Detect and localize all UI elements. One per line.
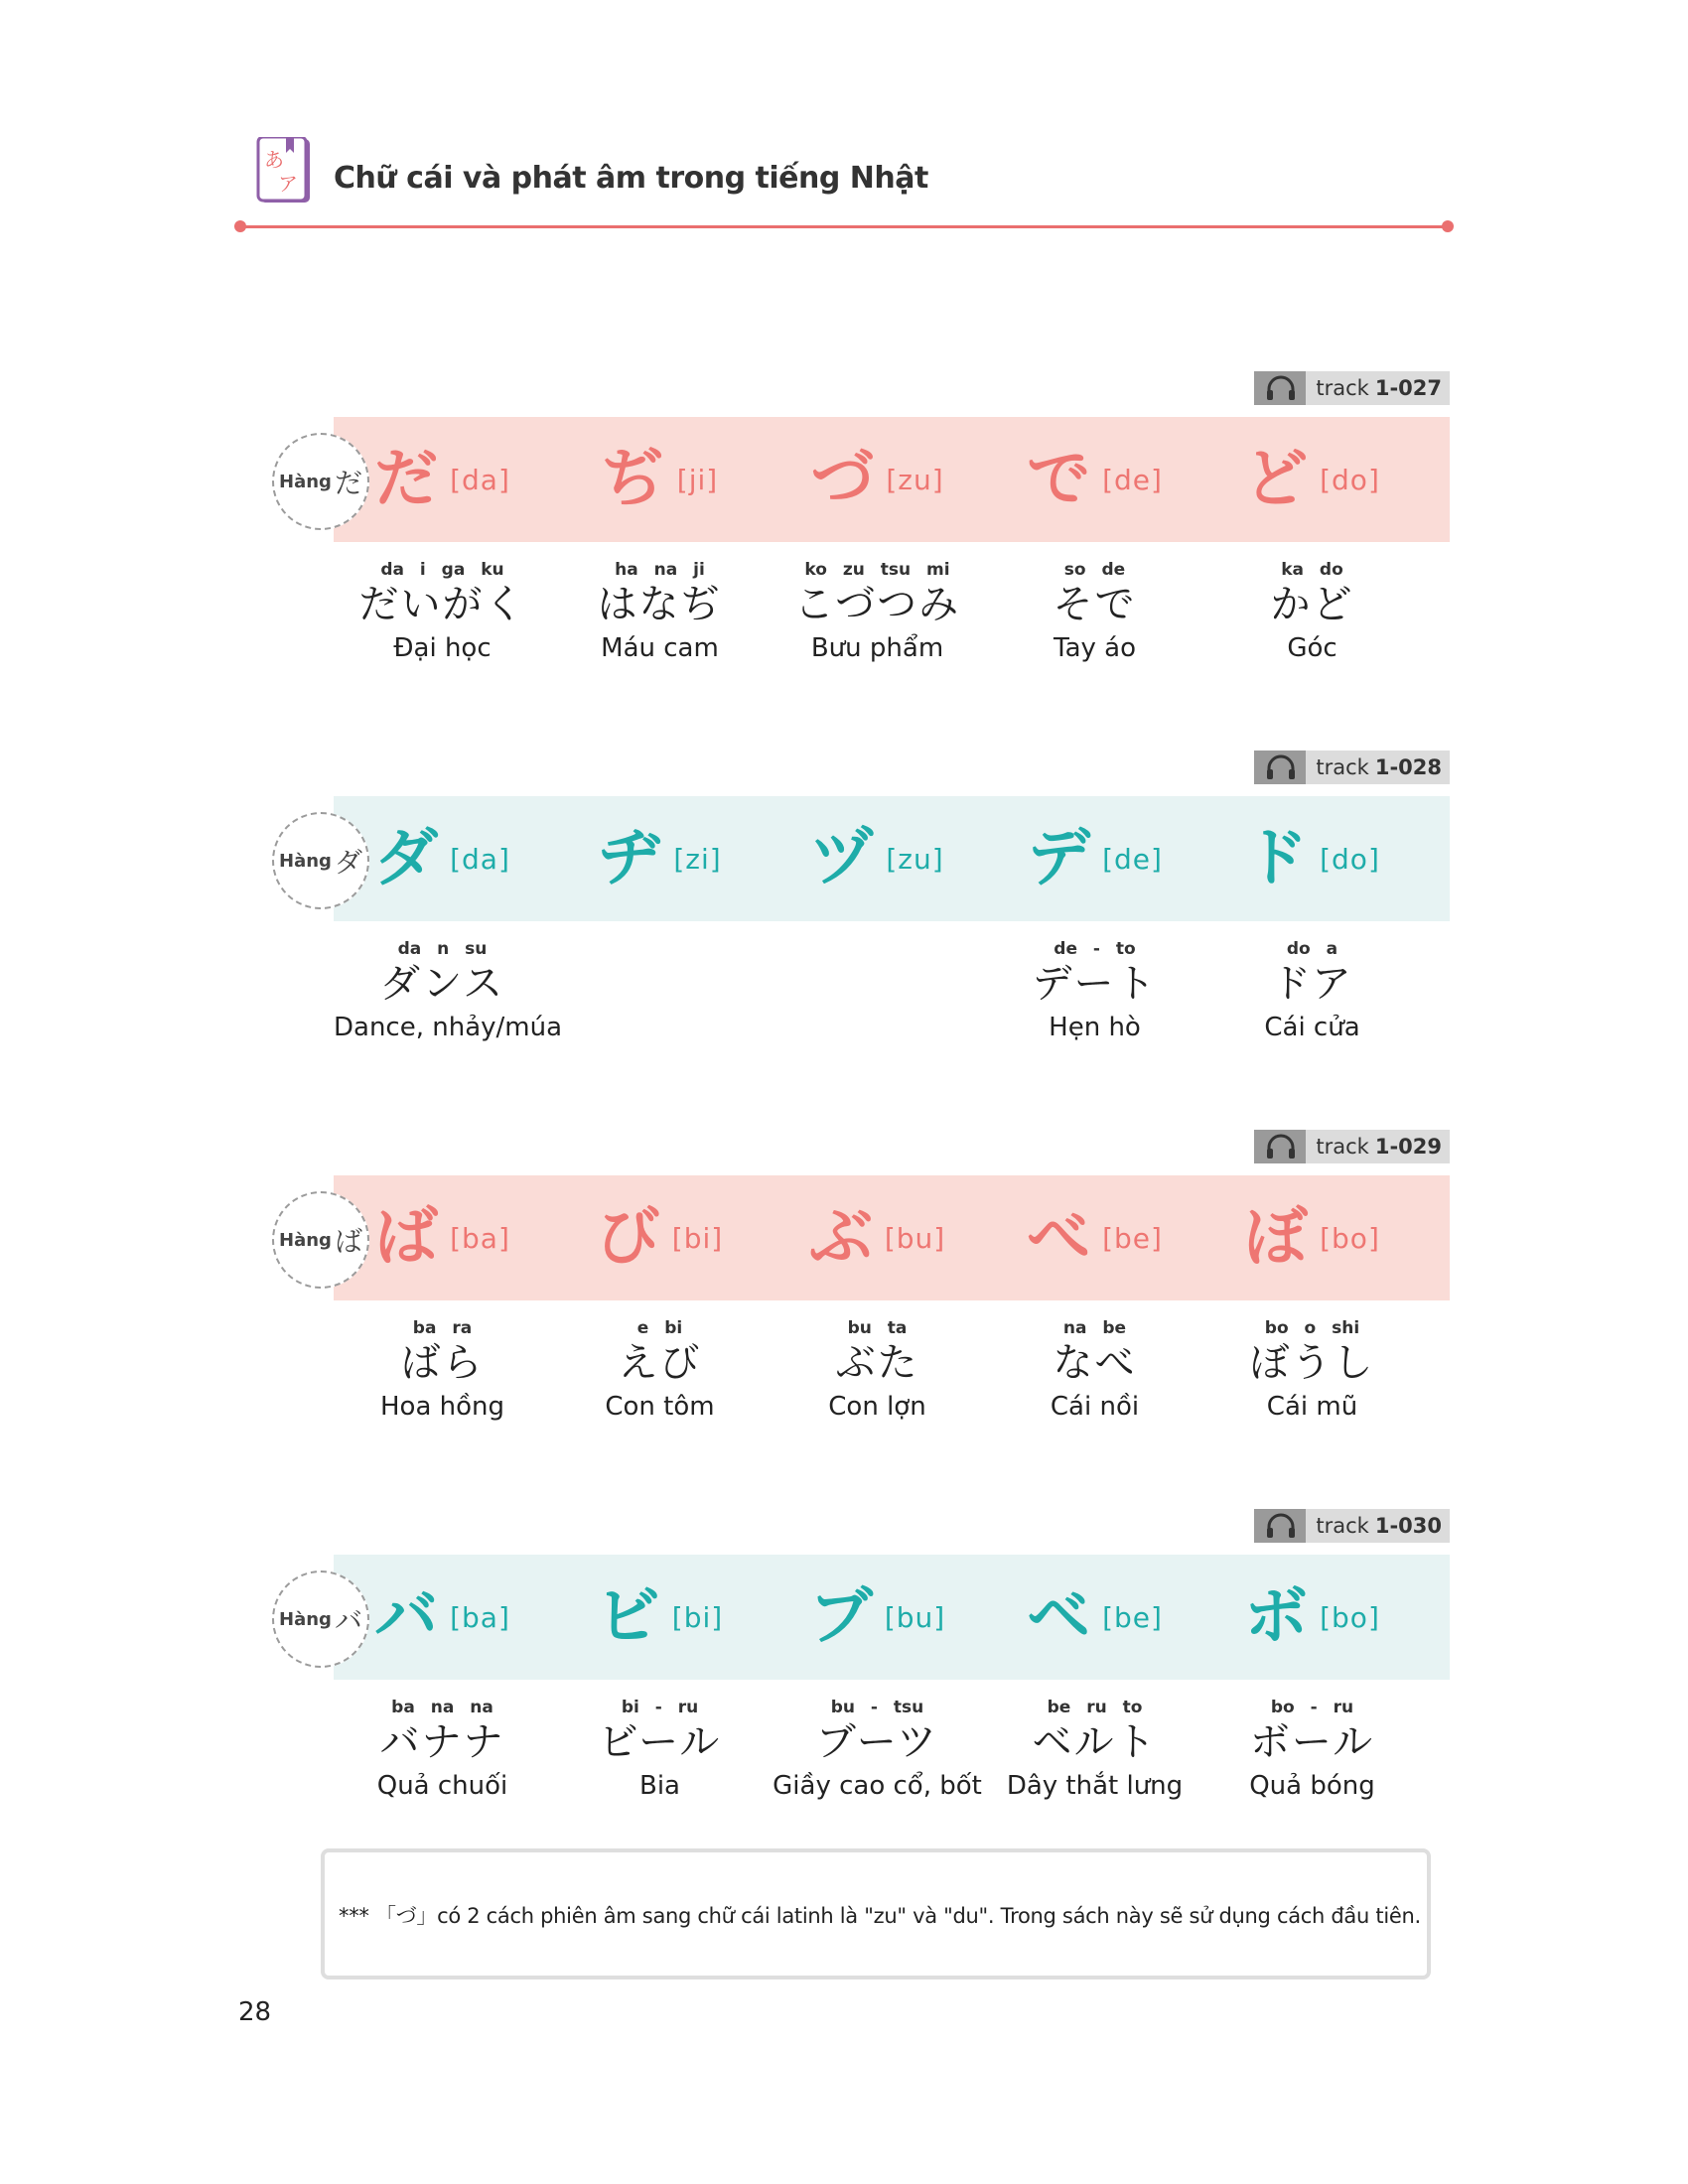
kana-cell <box>769 1555 986 1680</box>
word-furigana: bu - tsu <box>830 1698 924 1717</box>
word-furigana: ba na na <box>391 1698 493 1717</box>
kana-character: ベ <box>1027 1580 1091 1654</box>
kana-character: ヂ <box>598 822 662 895</box>
kana-romaji: [bo] <box>1320 1221 1380 1255</box>
kana-character: バ <box>374 1580 439 1654</box>
word-meaning: Dance, nhảy/múa <box>334 1013 563 1042</box>
kana-character: だ <box>374 443 439 516</box>
track-number: 1-028 <box>1374 755 1442 779</box>
word-meaning: Dây thắt lưng <box>1006 1771 1184 1801</box>
word-meaning: Con lợn <box>828 1392 926 1422</box>
word-japanese: こづつみ <box>793 582 961 627</box>
word-furigana: be ru to <box>1047 1698 1143 1717</box>
track-prefix: track <box>1316 1514 1369 1538</box>
word-meaning: Bưu phẩm <box>810 633 944 663</box>
kana-character: ば <box>374 1201 439 1275</box>
kana-cell <box>1203 796 1421 921</box>
example-word <box>551 939 769 967</box>
example-word <box>769 560 986 663</box>
kana-cell <box>986 796 1203 921</box>
kana-romaji: [do] <box>1320 463 1380 496</box>
kana-character: び <box>596 1201 660 1275</box>
word-meaning: Quả chuối <box>376 1771 508 1801</box>
word-furigana <box>769 939 986 961</box>
track-prefix: track <box>1316 755 1369 779</box>
track-number: 1-027 <box>1374 376 1442 400</box>
kana-character: ヅ <box>810 822 875 895</box>
kana-romaji: [de] <box>1102 463 1163 496</box>
page-number: 28 <box>238 1997 272 2027</box>
row-label-text: Hàng <box>279 850 332 872</box>
kana-character: ど <box>1244 443 1309 516</box>
kana-cell <box>986 1555 1203 1680</box>
word-japanese: ばら <box>400 1340 485 1386</box>
word-meaning: Cái nồi <box>1050 1392 1140 1422</box>
word-japanese: かど <box>1270 582 1354 627</box>
kana-cell <box>551 796 769 921</box>
word-furigana: bo - ru <box>1270 1698 1354 1717</box>
logo-hiragana-glyph: あ <box>264 148 284 172</box>
track-prefix: track <box>1316 376 1369 400</box>
word-meaning: Hẹn hò <box>1049 1013 1141 1042</box>
kana-character: で <box>1027 443 1091 516</box>
example-word <box>1203 1318 1421 1422</box>
example-word <box>551 1698 769 1801</box>
kana-cell <box>769 796 986 921</box>
kana-character: ブ <box>808 1580 873 1654</box>
kana-romaji: [be] <box>1102 1221 1163 1255</box>
word-meaning: Cái cửa <box>1264 1013 1360 1042</box>
example-word <box>334 939 563 1042</box>
audio-track-tag[interactable] <box>1254 1509 1450 1543</box>
kana-romaji: [bu] <box>884 1600 946 1634</box>
logo-katakana-glyph: ア <box>278 172 298 196</box>
headphones-icon <box>1254 1130 1306 1163</box>
book-logo-icon <box>256 137 314 208</box>
example-word <box>1203 560 1421 663</box>
row-label-kana: ダ <box>334 846 362 879</box>
kana-character: ぶ <box>808 1201 873 1275</box>
audio-track-tag[interactable] <box>1254 371 1450 405</box>
word-furigana: bo o shi <box>1264 1318 1360 1338</box>
kana-cell <box>986 1175 1203 1300</box>
word-japanese: ドア <box>1271 961 1353 1007</box>
kana-romaji: [ba] <box>450 1600 510 1634</box>
page-title: Chữ cái và phát âm trong tiếng Nhật <box>334 161 928 196</box>
divider-dot-right <box>1442 220 1454 232</box>
word-furigana: ha na ji <box>615 560 705 580</box>
audio-track-tag[interactable] <box>1254 1130 1450 1163</box>
kana-romaji: [ba] <box>450 1221 510 1255</box>
word-furigana: ba ra <box>412 1318 473 1338</box>
word-japanese: はなぢ <box>597 582 723 627</box>
track-prefix: track <box>1316 1135 1369 1159</box>
word-japanese: なべ <box>1053 1340 1137 1386</box>
word-furigana: na be <box>1062 1318 1127 1338</box>
example-word <box>986 939 1203 1042</box>
word-furigana: do a <box>1286 939 1338 959</box>
kana-romaji: [do] <box>1320 842 1380 876</box>
example-word <box>1203 939 1421 1042</box>
kana-section <box>268 371 1450 669</box>
word-furigana: da n su <box>397 939 488 959</box>
track-number: 1-029 <box>1374 1135 1442 1159</box>
kana-character: ビ <box>596 1580 660 1654</box>
word-meaning: Cái mũ <box>1266 1392 1358 1422</box>
kana-romaji: [zu] <box>886 842 944 876</box>
example-word <box>769 1318 986 1422</box>
word-meaning: Tay áo <box>1053 633 1136 663</box>
kana-cell <box>1203 417 1421 542</box>
word-meaning: Giầy cao cổ, bốt <box>773 1771 982 1801</box>
example-word <box>334 560 551 663</box>
word-japanese: デート <box>1032 961 1158 1007</box>
kana-romaji: [de] <box>1102 842 1163 876</box>
word-japanese: ボール <box>1249 1719 1375 1765</box>
kana-cell <box>1203 1555 1421 1680</box>
headphones-icon <box>1254 751 1306 784</box>
kana-romaji: [da] <box>450 842 510 876</box>
track-number: 1-030 <box>1374 1514 1442 1538</box>
kana-character: ぼ <box>1244 1201 1309 1275</box>
row-label-badge <box>272 1570 369 1668</box>
word-japanese: だいがく <box>358 582 526 627</box>
kana-romaji: [ji] <box>676 463 719 496</box>
example-word <box>769 939 986 967</box>
row-label-badge <box>272 1191 369 1289</box>
row-label-badge <box>272 812 369 909</box>
example-word <box>986 1698 1203 1801</box>
kana-section <box>268 1509 1450 1807</box>
kana-character: ぢ <box>601 443 665 516</box>
word-furigana: bu ta <box>847 1318 908 1338</box>
footnote-text: *** 「づ」có 2 cách phiên âm sang chữ cái latinh là "zu" và "du". Trong sách này sẽ sử dụng cách đầu tiên. <box>339 1904 1421 1928</box>
divider-dot-left <box>234 220 246 232</box>
word-meaning: Hoa hồng <box>379 1392 505 1422</box>
kana-cell <box>551 1555 769 1680</box>
row-label-kana: バ <box>334 1604 362 1637</box>
word-furigana: bi - ru <box>621 1698 699 1717</box>
word-meaning: Con tôm <box>605 1392 715 1422</box>
example-word <box>1203 1698 1421 1801</box>
word-meaning: Đại học <box>393 633 492 663</box>
kana-character: ド <box>1244 822 1309 895</box>
kana-cell <box>1203 1175 1421 1300</box>
example-word <box>551 560 769 663</box>
kana-character: づ <box>810 443 875 516</box>
row-label-badge <box>272 433 369 530</box>
example-word <box>769 1698 986 1801</box>
example-word <box>334 1318 551 1422</box>
word-japanese: ぼうし <box>1249 1340 1375 1386</box>
row-label-kana: ば <box>334 1225 362 1258</box>
kana-romaji: [bi] <box>671 1221 724 1255</box>
kana-cell <box>769 1175 986 1300</box>
kana-section <box>268 1130 1450 1428</box>
kana-cell <box>769 417 986 542</box>
word-meaning: Góc <box>1287 633 1337 663</box>
word-furigana: e bi <box>636 1318 683 1338</box>
kana-romaji: [be] <box>1102 1600 1163 1634</box>
kana-cell <box>551 417 769 542</box>
kana-character: べ <box>1027 1201 1091 1275</box>
word-furigana: ka do <box>1281 560 1343 580</box>
header-divider <box>238 225 1450 228</box>
kana-character: ダ <box>374 822 439 895</box>
kana-section <box>268 751 1450 1048</box>
word-japanese: そで <box>1053 582 1137 627</box>
kana-romaji: [bi] <box>671 1600 724 1634</box>
example-word <box>551 1318 769 1422</box>
kana-romaji: [bu] <box>884 1221 946 1255</box>
kana-character: ボ <box>1244 1580 1309 1654</box>
word-japanese: ぶた <box>835 1340 919 1386</box>
word-furigana: de - to <box>1054 939 1136 959</box>
word-japanese: バナナ <box>379 1719 505 1765</box>
word-furigana: da i ga ku <box>380 560 504 580</box>
row-label-text: Hàng <box>279 1608 332 1630</box>
kana-romaji: [da] <box>450 463 510 496</box>
headphones-icon <box>1254 1509 1306 1543</box>
kana-cell <box>986 417 1203 542</box>
word-japanese: えび <box>618 1340 702 1386</box>
audio-track-tag[interactable] <box>1254 751 1450 784</box>
word-meaning: Bia <box>639 1771 680 1801</box>
kana-romaji: [bo] <box>1320 1600 1380 1634</box>
footnote-box <box>321 1848 1431 1979</box>
word-furigana: so de <box>1063 560 1126 580</box>
row-label-text: Hàng <box>279 1229 332 1251</box>
headphones-icon <box>1254 371 1306 405</box>
word-furigana <box>551 939 769 961</box>
word-japanese: ベルト <box>1032 1719 1158 1765</box>
word-japanese: ビール <box>598 1719 722 1765</box>
kana-romaji: [zu] <box>886 463 944 496</box>
example-word <box>334 1698 551 1801</box>
example-word <box>986 1318 1203 1422</box>
word-meaning: Máu cam <box>601 633 719 663</box>
row-label-kana: だ <box>334 467 362 499</box>
word-furigana: ko zu tsu mi <box>804 560 950 580</box>
word-japanese: ブーツ <box>815 1719 939 1765</box>
word-meaning: Quả bóng <box>1249 1771 1375 1801</box>
row-label-text: Hàng <box>279 471 332 492</box>
kana-romaji: [zi] <box>673 842 722 876</box>
example-word <box>986 560 1203 663</box>
page-header <box>238 133 1450 232</box>
kana-cell <box>551 1175 769 1300</box>
word-japanese: ダンス <box>379 961 505 1007</box>
kana-character: デ <box>1027 822 1091 895</box>
